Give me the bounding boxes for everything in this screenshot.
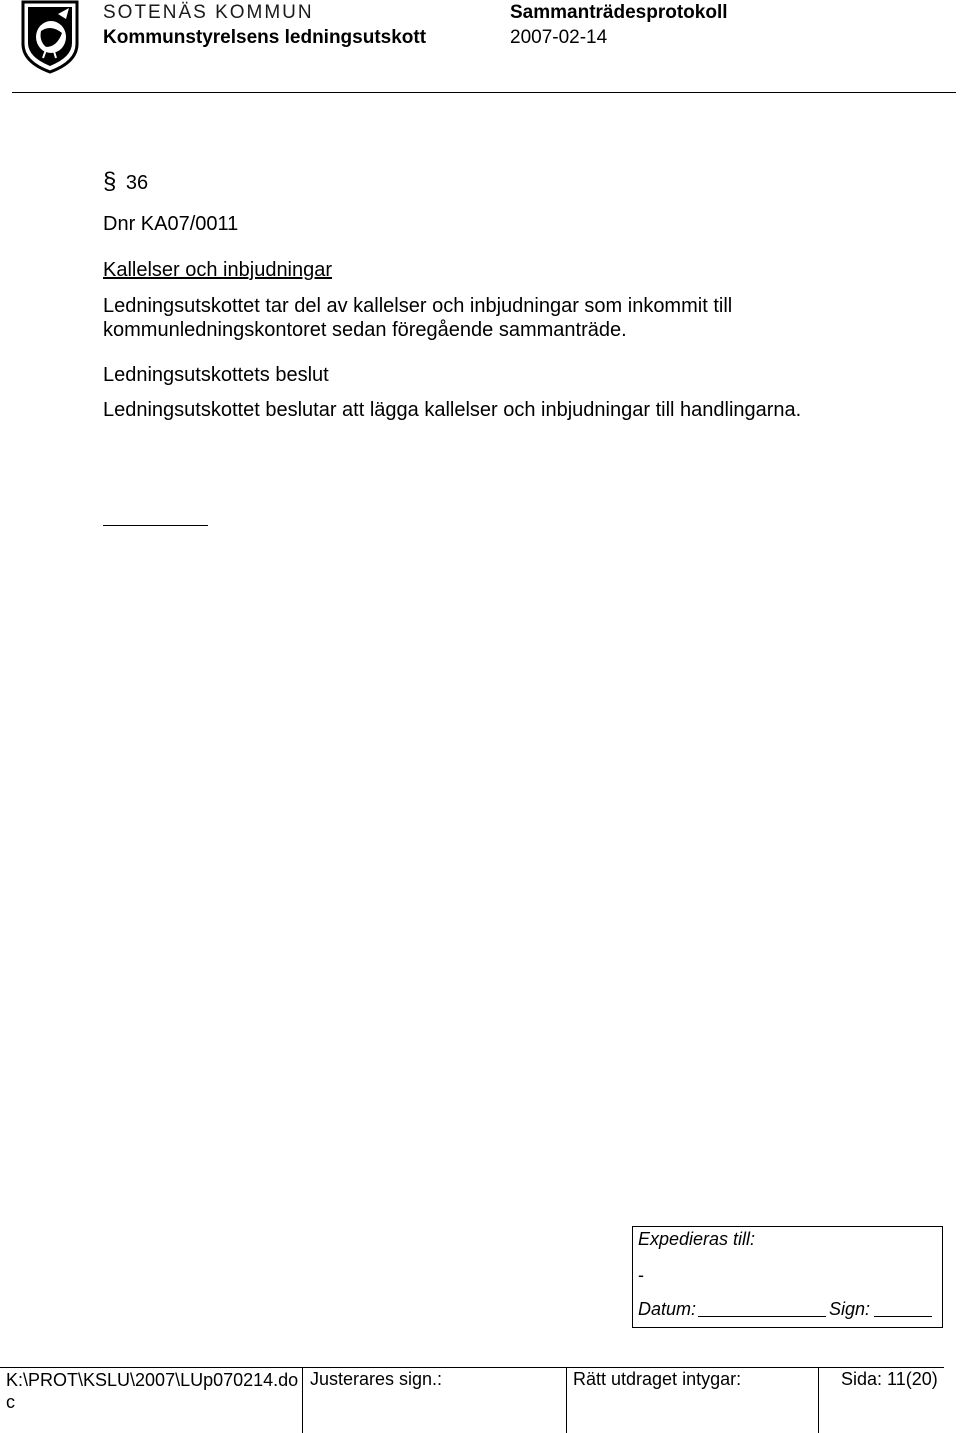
footer-certified-by: Rätt utdraget intygar: (573, 1369, 742, 1389)
footer-column-divider (302, 1367, 303, 1433)
footer-adjusters-sign: Justerares sign.: (310, 1369, 443, 1389)
paragraph-number-value: 36 (125, 172, 149, 194)
section-symbol: § (103, 168, 117, 195)
footer-column-divider (566, 1367, 567, 1433)
dispatch-date-label: Datum: (638, 1299, 697, 1319)
footer-file-path: K:\PROT\KSLU\2007\LUp070214.doc (6, 1370, 299, 1412)
paragraph-number (103, 168, 148, 196)
section-heading: Kallelser och inbjudningar (103, 259, 333, 281)
footer-page-number: Sida: 11(20) (841, 1369, 938, 1389)
diary-number: Dnr KA07/0011 (103, 213, 239, 235)
dispatch-sign-line (874, 1316, 932, 1317)
municipality-crest-logo (20, 0, 80, 74)
section-body: Ledningsutskottet tar del av kallelser och inbjudningar som inkommit till kommunledningskontoret sedan föregående sammanträde. (103, 295, 733, 341)
decision-text: Ledningsutskottet beslutar att lägga kallelser och inbjudningar till handlingarna. (103, 399, 802, 421)
section-end-rule (103, 525, 208, 526)
dispatch-sign-label: Sign: (829, 1299, 871, 1319)
footer-divider (0, 1367, 944, 1368)
meeting-date: 2007-02-14 (510, 27, 608, 48)
dispatch-label: Expedieras till: (638, 1229, 756, 1249)
footer-column-divider (818, 1367, 819, 1433)
dispatch-value: - (638, 1265, 644, 1285)
document-type: Sammanträdesprotokoll (510, 2, 728, 23)
decision-heading: Ledningsutskottets beslut (103, 364, 329, 386)
committee-name: Kommunstyrelsens ledningsutskott (103, 27, 427, 48)
organization-name: SOTENÄS KOMMUN (103, 2, 314, 23)
dispatch-date-line (698, 1316, 826, 1317)
header-divider (12, 92, 956, 93)
